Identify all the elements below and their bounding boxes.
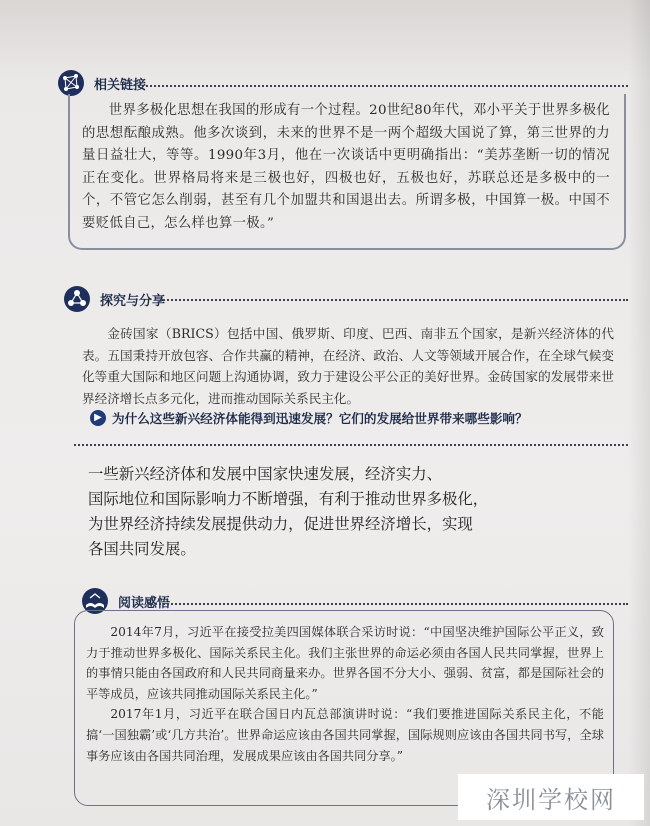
main-paragraph-line: 为世界经济持续发展提供动力，促进世界经济增长，实现 — [88, 515, 473, 533]
explore-share-divider-bottom — [74, 444, 628, 446]
molecule-icon — [62, 284, 92, 314]
main-paragraph-line: 国际地位和国际影响力不断增强，有利于推动世界多极化， — [88, 490, 489, 508]
explore-share-divider-top — [160, 299, 628, 301]
main-paragraph-line: 各国共同发展。 — [88, 540, 196, 558]
main-paragraph — [88, 462, 508, 562]
site-watermark: 深圳学校网 — [458, 774, 644, 820]
reading-insight-divider — [148, 603, 628, 605]
related-link-text: 世界多极化思想在我国的形成有一个过程。20世纪80年代，邓小平关于世界多极化的思想酝酿成熟。他多次谈到，未来的世界不是一两个超级大国说了算，第三世界的力量日益壮大，等等。1990年3月，他在一次谈话中更明确指出：“美苏垄断一切的情况正在变化。世界格局将来是三极也好，四极也好，五极也好，苏联总还是多极中的一个，不管它怎么削弱，甚至有几个加盟共和国退出去。所谓多极，中国算一极。中国不要贬低自己，怎么样也算一极。” — [82, 103, 610, 231]
related-link-divider — [138, 85, 628, 87]
explore-share-title: 探究与分享 — [100, 293, 166, 309]
explore-question-text: 为什么这些新兴经济体能得到迅速发展？它们的发展给世界带来哪些影响？ — [112, 411, 528, 426]
related-link-title: 相关链接 — [94, 77, 147, 93]
reading-paragraph: 2017年1月，习近平在联合国日内瓦总部演讲时说：“我们要推进国际关系民主化，不能搞‘一国独霸’或‘几方共治’。世界命运应该由各国共同掌握，国际规则应该由各国共同书写，全球事务应该由各国共同治理，发展成果应该由各国共同分享。” — [86, 707, 604, 763]
explore-share-text: 金砖国家（BRICS）包括中国、俄罗斯、印度、巴西、南非五个国家，是新兴经济体的代表。五国秉持开放包容、合作共赢的精神，在经济、政治、人文等领域开展合作，在全球气候变化等重大国际和地区问题上沟通协调，致力于建设公平公正的美好世界。金砖国家的发展带来世界经济增长点多元化，进而推动国际关系民主化。 — [82, 326, 614, 406]
reading-insight-title: 阅读感悟 — [118, 595, 171, 611]
explore-share-header — [62, 284, 165, 314]
reading-paragraph: 2014年7月，习近平在接受拉美四国媒体联合采访时说：“中国坚决维护国际公平正义，致力于推动世界多极化、国际关系民主化。我们主张世界的命运必须由各国人民共同掌握，世界上的事情只能由各国政府和人民共同商量来办。世界各国不分大小、强弱、贫富，都是国际社会的平等成员，应该共同推动国际关系民主化。” — [86, 625, 604, 701]
question-arrow-icon: ▶ — [90, 410, 106, 426]
explore-question — [90, 408, 528, 427]
page-binding-shadow — [628, 0, 650, 826]
reading-insight-text — [86, 622, 604, 766]
main-paragraph-line: 一些新兴经济体和发展中国家快速发展，经济实力、 — [88, 465, 442, 483]
